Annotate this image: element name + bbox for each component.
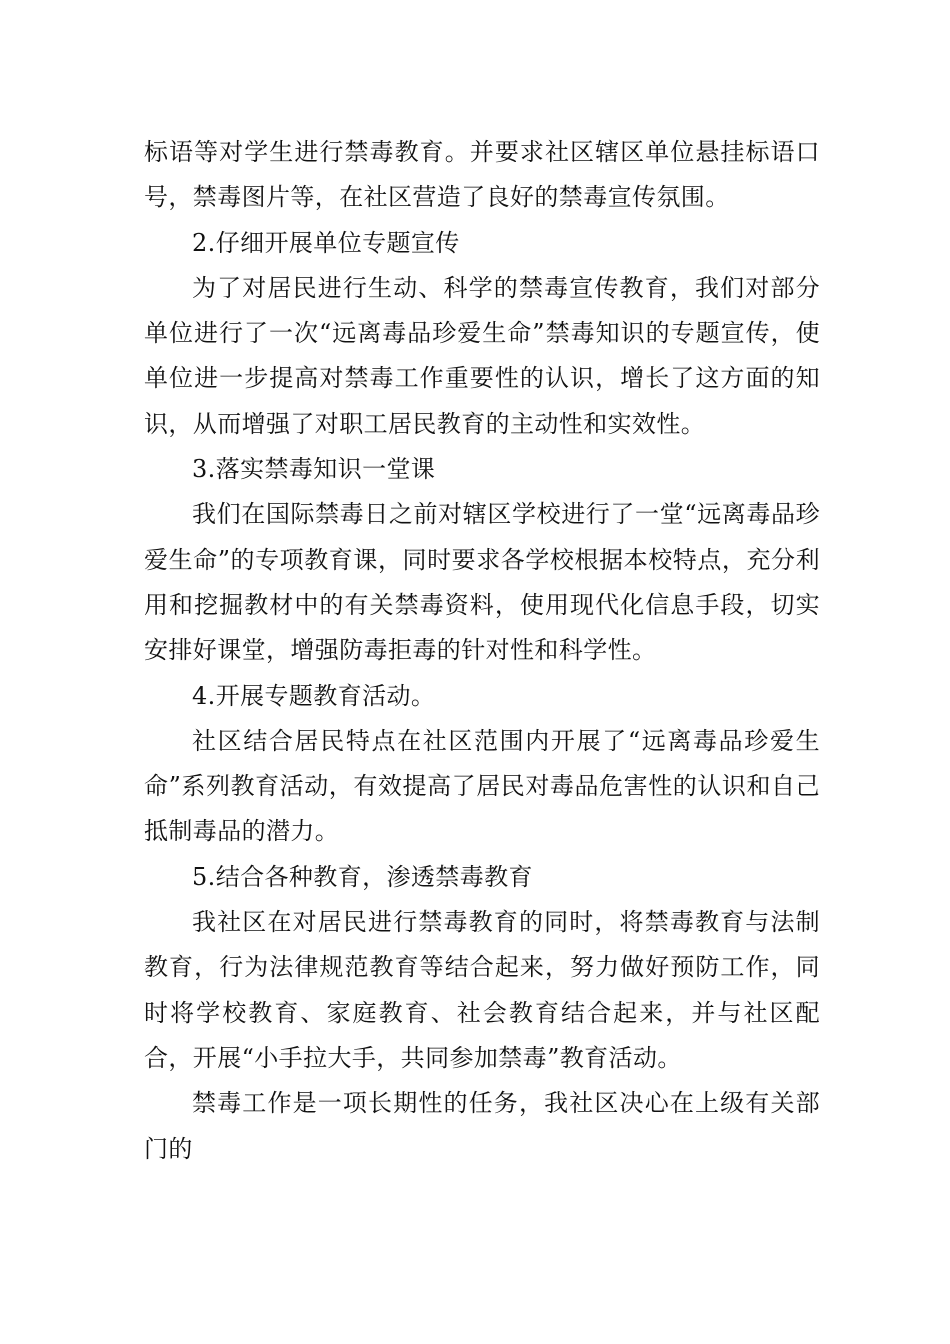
continuation-paragraph: 标语等对学生进行禁毒教育。并要求社区辖区单位悬挂标语口号，禁毒图片等，在社区营造了良好的禁毒宣传氛围。: [144, 138, 820, 212]
section-heading-2: 2.仔细开展单位专题宣传: [192, 228, 460, 257]
section-heading-5: 5.结合各种教育，渗透禁毒教育: [192, 862, 533, 891]
section-body-3: 我们在国际禁毒日之前对辖区学校进行了一堂“远离毒品珍爱生命”的专项教育课，同时要求各学校根据本校特点，充分利用和挖掘教材中的有关禁毒资料，使用现代化信息手段，切实安排好课堂，增强防毒拒毒的针对性和科学性。: [144, 500, 820, 665]
section-body-5: 我社区在对居民进行禁毒教育的同时，将禁毒教育与法制教育，行为法律规范教育等结合起来，努力做好预防工作，同时将学校教育、家庭教育、社会教育结合起来，并与社区配合，开展“小手拉大手，共同参加禁毒”教育活动。: [144, 908, 820, 1072]
section-body-2: 为了对居民进行生动、科学的禁毒宣传教育，我们对部分单位进行了一次“远离毒品珍爱生命”禁毒知识的专题宣传，使单位进一步提高对禁毒工作重要性的认识，增长了这方面的知识，从而增强了对职工居民教育的主动性和实效性。: [144, 273, 820, 438]
document-body: [144, 130, 820, 1172]
closing-paragraph: 禁毒工作是一项长期性的任务，我社区决心在上级有关部门的: [144, 1089, 820, 1163]
section-heading-4: 4.开展专题教育活动。: [192, 681, 436, 710]
section-heading-3: 3.落实禁毒知识一堂课: [192, 455, 436, 484]
section-body-4: 社区结合居民特点在社区范围内开展了“远离毒品珍爱生命”系列教育活动，有效提高了居民对毒品危害性的认识和自己抵制毒品的潜力。: [144, 726, 820, 846]
